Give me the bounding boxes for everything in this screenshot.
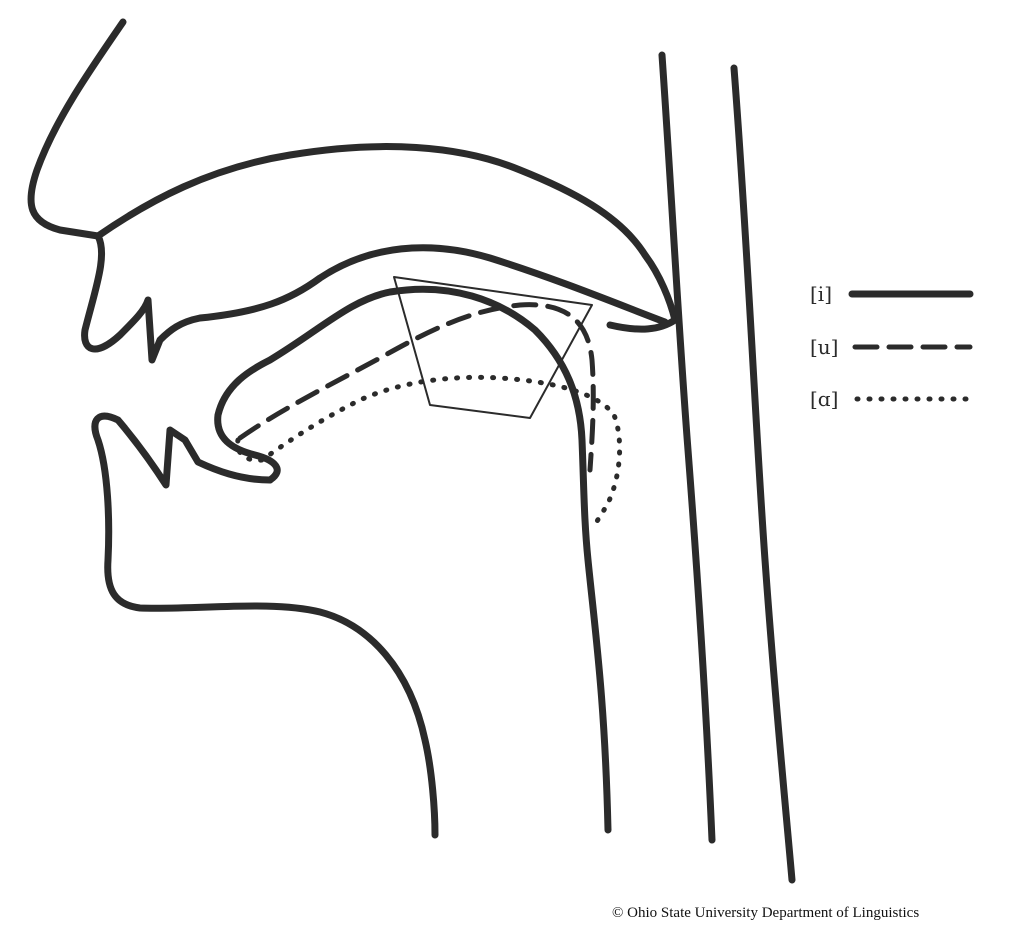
copyright-notice: © Ohio State University Department of Linguistics — [612, 905, 920, 921]
legend-label-a: [ɑ] — [810, 387, 839, 411]
pharynx-wall-front — [662, 55, 712, 840]
nasal-cavity-outline — [98, 147, 675, 330]
legend-label-i: [i] — [810, 282, 833, 306]
lower-lip-chin-outline — [95, 416, 435, 835]
tongue-i-solid — [218, 289, 608, 830]
vowel-quadrilateral — [394, 277, 592, 418]
pharynx-wall-back — [734, 68, 792, 880]
legend-label-u: [u] — [810, 335, 839, 359]
tongue-u-dashed — [240, 305, 593, 470]
